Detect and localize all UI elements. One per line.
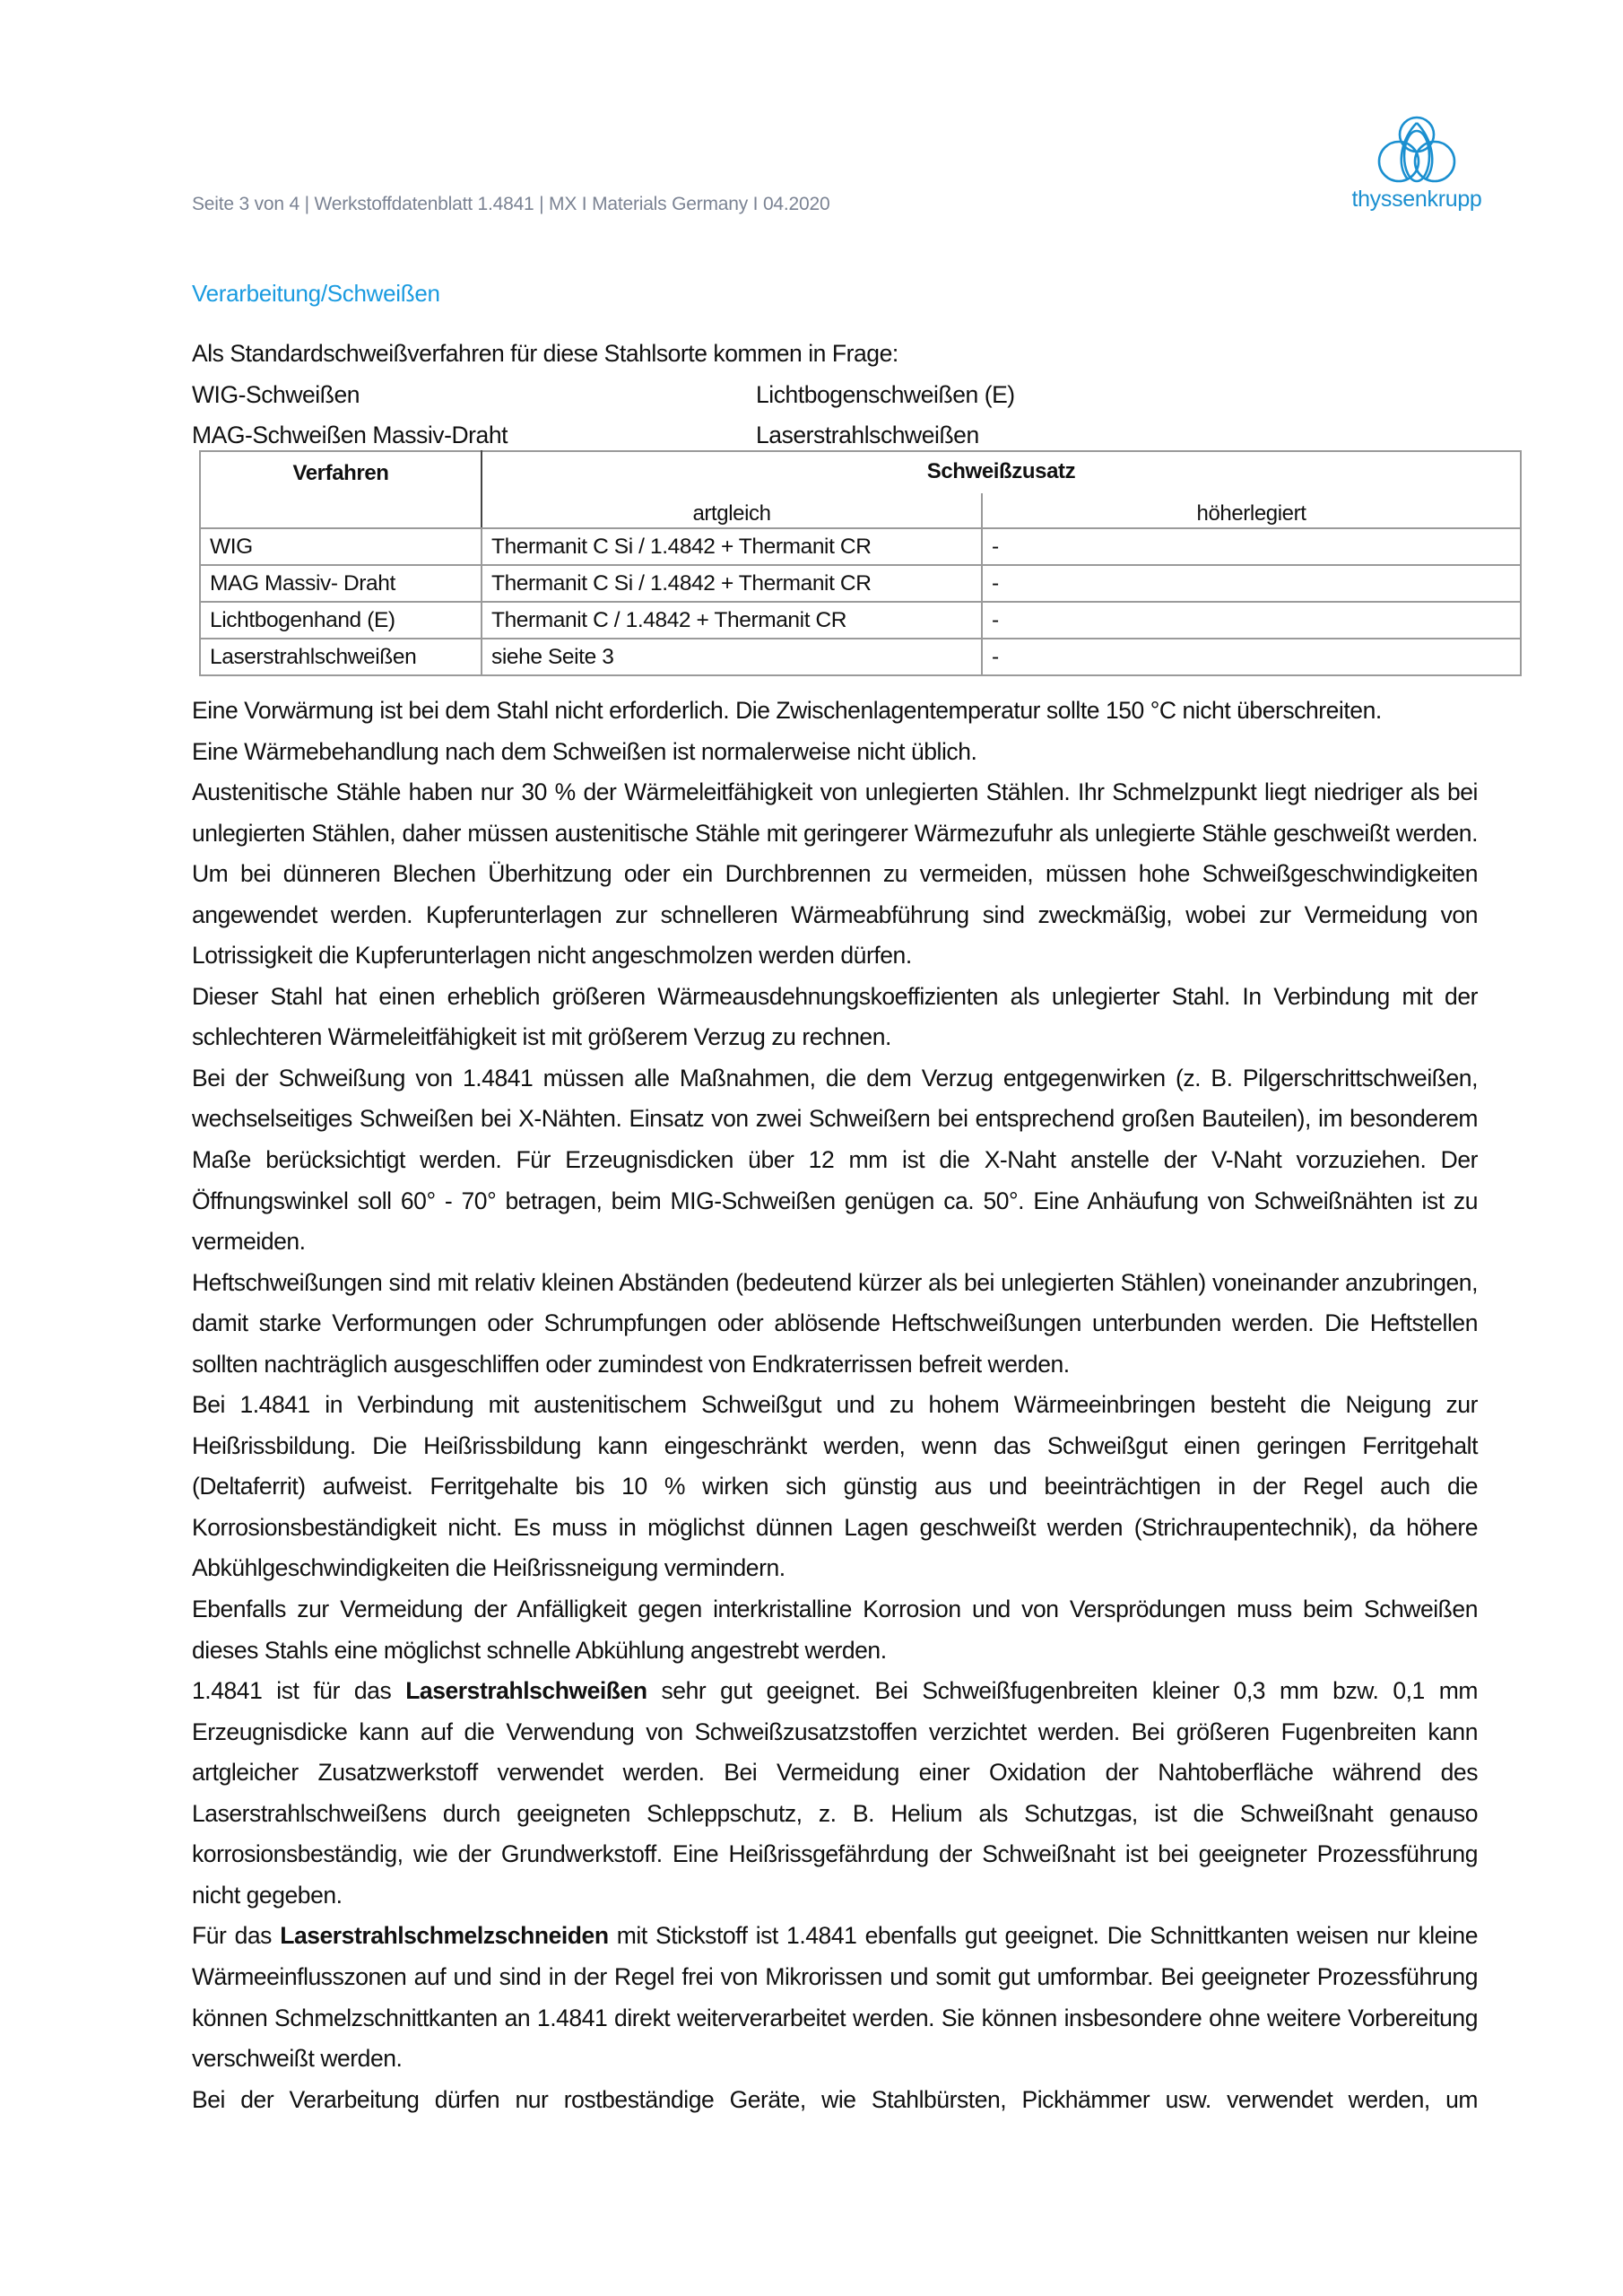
section-title: Verarbeitung/Schweißen [192,280,440,307]
paragraph-hot-cracking: Bei 1.4841 in Verbindung mit austenitischem Schweißgut und zu hohem Wärmeeinbringen besteht die Neigung zur Heißrissbildung. Die Heißrissbildung kann eingeschränkt werden, wenn das Schweißgut einen geringen Ferritgehalt (Deltaferrit) aufweist. Ferritgehalte bis 10 % wirken sich günstig aus und beeinträchtigen in der Regel auch die Korrosionsbeständigkeit nicht. Es muss in möglichst dünnen Lagen geschweißt werden (Strichraupentechnik), da höhere Abkühlgeschwindigkeiten die Heißrissneigung vermindern. [192,1391,1478,1582]
cell-verfahren: Lichtbogenhand (E) [200,602,482,639]
cell-verfahren: MAG Massiv- Draht [200,565,482,602]
method-item: MAG-Schweißen Massiv-Draht [192,422,508,448]
paragraph-thermal-conductivity: Austenitische Stähle haben nur 30 % der Wärmeleitfähigkeit von unlegierten Stählen. Ihr Schmelzpunkt liegt niedriger als bei unlegierten Stählen, daher müssen austenitische Stähle mit geringerer Wärmezufuhr als unlegierte Stähle geschweißt werden. Um bei dünneren Blechen Überhitzung oder ein Durchbrennen zu vermeiden, müssen hohe Schweißgeschwindigkeiten angewendet werden. Kupferunterlagen zur schnelleren Wärmeabführung sind zweckmäßig, wobei zur Vermeidung von Lotrissigkeit die Kupferunterlagen nicht angeschmolzen werden dürfen. [192,778,1478,970]
brand-logo [1345,115,1488,213]
thyssenkrupp-rings-icon [1376,115,1458,185]
paragraph-laser-cutting [192,1916,1478,2079]
paragraph-heat-treatment: Eine Wärmebehandlung nach dem Schweißen ist normalerweise nicht üblich. [192,737,977,765]
table-row [200,565,1521,602]
page-header: Seite 3 von 4 | Werkstoffdatenblatt 1.4841 | MX I Materials Germany I 04.2020 [192,194,830,214]
table-row [200,639,1521,675]
logo-text: thyssenkrupp [1351,187,1482,212]
intro-block [192,334,1478,457]
cell-verfahren: Laserstrahlschweißen [200,639,482,675]
welding-filler-table [199,450,1522,676]
paragraph-expansion: Dieser Stahl hat einen erheblich größeren Wärmeausdehnungskoeffizienten als unlegierter Stahl. In Verbindung mit der schlechteren Wärmeleitfähigkeit ist mit größerem Verzug zu rechnen. [192,982,1478,1051]
header-hoeherlegiert: höherlegiert [982,493,1521,528]
text-segment: 1.4841 ist für das [192,1677,406,1705]
paragraph-laser-welding [192,1671,1478,1916]
cell-artgleich: Thermanit C Si / 1.4842 + Thermanit CR [482,528,982,565]
paragraph-processing-tools: Bei der Verarbeitung dürfen nur rostbeständige Geräte, wie Stahlbürsten, Pickhämmer usw. verwendet werden, um [192,2085,1478,2113]
table-row [200,602,1521,639]
cell-artgleich: Thermanit C Si / 1.4842 + Thermanit CR [482,565,982,602]
method-item: Lichtbogenschweißen (E) [756,380,1015,408]
intro-line: Als Standardschweißverfahren für diese Stahlsorte kommen in Frage: [192,340,898,367]
cell-artgleich: siehe Seite 3 [482,639,982,675]
bold-term: Laserstrahlschweißen [405,1677,647,1705]
cell-hoeherlegiert: - [982,602,1521,639]
method-item: WIG-Schweißen [192,380,360,408]
paragraph-cooling: Ebenfalls zur Vermeidung der Anfälligkeit gegen interkristalline Korrosion und von Versprödungen muss beim Schweißen dieses Stahls eine möglichst schnelle Abkühlung angestrebt werden. [192,1596,1478,1664]
method-row [192,375,1478,416]
method-item: Laserstrahlschweißen [756,422,979,448]
text-segment: sehr gut geeignet. Bei Schweißfugenbreiten kleiner 0,3 mm bzw. 0,1 mm Erzeugnisdicke kann auf die Verwendung von Schweißzusatzstoffen verzichtet werden. Bei größeren Fugenbreiten kann artgleicher Zusatzwerkstoff verwendet werden. Bei Vermeidung einer Oxidation der Nahtoberfläche während des Laserstrahlschweißens durch geeigneten Schleppschutz, z. B. Helium als Schutzgas, ist die Schweißnaht genauso korrosionsbeständig, wie der Grundwerkstoff. Eine Heißrissgefährdung der Schweißnaht ist bei geeigneter Prozessführung nicht gegeben. [192,1677,1478,1909]
paragraph-preheating: Eine Vorwärmung ist bei dem Stahl nicht erforderlich. Die Zwischenlagentemperatur sollte 150 °C nicht überschreiten. [192,697,1382,724]
header-verfahren: Verfahren [200,451,482,528]
table-header-row [200,451,1521,493]
body-text [192,691,1478,2120]
header-schweisszusatz: Schweißzusatz [482,451,1521,493]
cell-hoeherlegiert: - [982,565,1521,602]
cell-verfahren: WIG [200,528,482,565]
cell-hoeherlegiert: - [982,528,1521,565]
table-row [200,528,1521,565]
cell-hoeherlegiert: - [982,639,1521,675]
header-artgleich: artgleich [482,493,982,528]
cell-artgleich: Thermanit C / 1.4842 + Thermanit CR [482,602,982,639]
text-segment: mit Stickstoff ist 1.4841 ebenfalls gut geeignet. Die Schnittkanten weisen nur kleine Wärmeeinflusszonen auf und sind in der Regel frei von Mikrorissen und somit gut umformbar. Bei geeigneter Prozessführung können Schmelzschnittkanten an 1.4841 direkt weiterverarbeitet werden. Sie können insbesondere ohne weitere Vorbereitung verschweißt werden. [192,1922,1478,2073]
bold-term: Laserstrahlschmelzschneiden [280,1922,609,1950]
paragraph-distortion: Bei der Schweißung von 1.4841 müssen alle Maßnahmen, die dem Verzug entgegenwirken (z. B. Pilgerschrittschweißen, wechselseitiges Schweißen bei X-Nähten. Einsatz von zwei Schweißern bei entsprechend großen Bauteilen), im besonderem Maße berücksichtigt werden. Für Erzeugnisdicken über 12 mm ist die X-Naht anstelle der V-Naht vorzuziehen. Der Öffnungswinkel soll 60° - 70° betragen, beim MIG-Schweißen genügen ca. 50°. Eine Anhäufung von Schweißnähten ist zu vermeiden. [192,1064,1478,1256]
text-segment: Für das [192,1922,281,1950]
paragraph-tack-welds: Heftschweißungen sind mit relativ kleinen Abständen (bedeutend kürzer als bei unlegierten Stählen) voneinander anzubringen, damit starke Verformungen oder Schrumpfungen oder ablösende Heftschweißungen unterbunden werden. Die Heftstellen sollten nachträglich ausgeschliffen oder zumindest von Endkraterrissen befreit werden. [192,1268,1478,1378]
